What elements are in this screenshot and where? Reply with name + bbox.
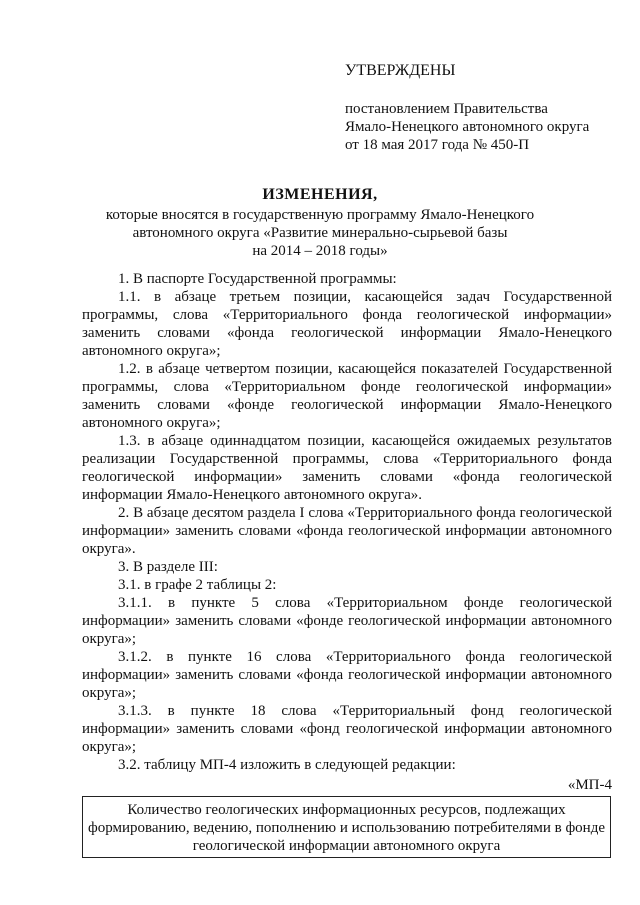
paragraph: 3.1.3. в пункте 18 слова «Территориальный фонд геологической информации» заменить словами «фонд геологической информации автономного округа»;	[82, 703, 612, 755]
heading-line-3: на 2014 – 2018 годы»	[252, 243, 388, 259]
paragraph: 2. В абзаце десятом раздела I слова «Территориального фонда геологической информации» заменить словами «фонда геологической информации автономного округа».	[82, 505, 612, 557]
paragraph: 3.1.1. в пункте 5 слова «Территориальном фонде геологической информации» заменить словами «фонде геологической информации автономного округа»;	[82, 595, 612, 647]
approval-block	[345, 62, 589, 154]
document-heading	[40, 186, 600, 260]
approval-line-2: Ямало-Ненецкого автономного округа	[345, 119, 590, 135]
heading-line-2: автономного округа «Развитие минерально-сырьевой базы	[132, 225, 508, 241]
approval-line-3: от 18 мая 2017 года № 450-П	[345, 137, 530, 153]
paragraph: 3.2. таблицу МП-4 изложить в следующей редакции:	[118, 757, 456, 773]
paragraph: 3. В разделе III:	[118, 559, 218, 575]
paragraph: 3.1. в графе 2 таблицы 2:	[118, 577, 277, 593]
document-title: ИЗМЕНЕНИЯ,	[262, 186, 378, 203]
paragraph: 1.2. в абзаце четвертом позиции, касающейся показателей Государственной программы, слова «Территориальном фонде геологической информации» заменить словами «фонде геологической информации Ямало-Ненецкого автономного округа»;	[82, 361, 612, 431]
approval-line-1: постановлением Правительства	[345, 101, 548, 117]
paragraph: 1.1. в абзаце третьем позиции, касающейся задач Государственной программы, слова «Территориального фонда геологической информации» заменить словами «фонда геологической информации Ямало-Ненецкого автономного округа»;	[82, 289, 612, 359]
document-body	[82, 270, 612, 794]
heading-line-1: которые вносятся в государственную программу Ямало-Ненецкого	[105, 207, 535, 223]
table-label: «МП-4	[567, 777, 612, 793]
table-header-cell: Количество геологических информационных ресурсов, подлежащих формированию, ведению, пополнению и использованию потребителями в фонде геологической информации автономного округа	[82, 796, 611, 858]
approval-title: УТВЕРЖДЕНЫ	[345, 62, 456, 79]
paragraph: 1. В паспорте Государственной программы:	[118, 271, 397, 287]
paragraph: 1.3. в абзаце одиннадцатом позиции, касающейся ожидаемых результатов реализации Государственной программы, слова «Территориального фонда геологической информации» заменить словами «фонда геологической информации Ямало-Ненецкого автономного округа».	[82, 433, 612, 503]
paragraph: 3.1.2. в пункте 16 слова «Территориального фонда геологической информации» заменить словами «фонда геологической информации автономного округа»;	[82, 649, 612, 701]
